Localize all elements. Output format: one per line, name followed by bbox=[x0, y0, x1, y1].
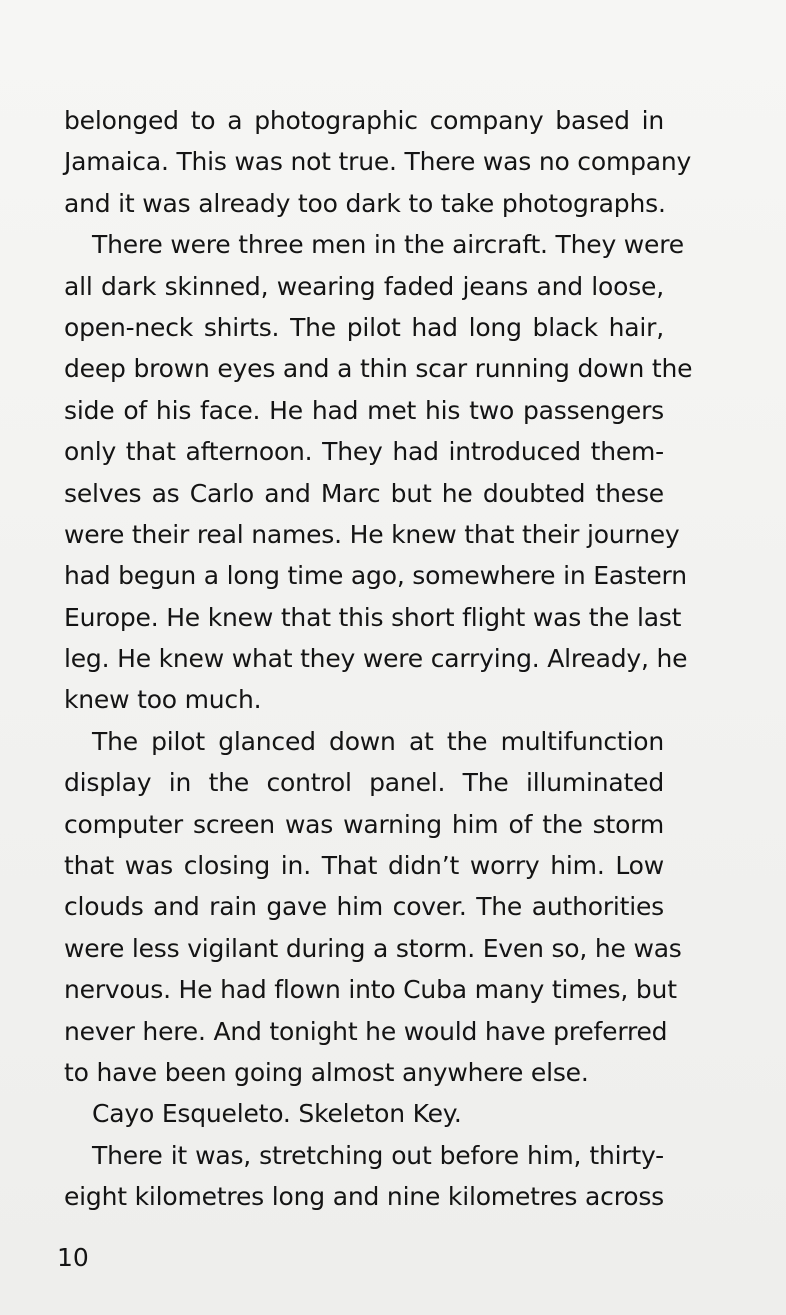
text-line: eight kilometres long and nine kilometres across bbox=[64, 1182, 664, 1212]
text-line: There were three men in the aircraft. They were bbox=[92, 230, 684, 260]
text-line: belonged to a photographic company based in bbox=[64, 106, 664, 135]
text-line: computer screen was warning him of the storm bbox=[64, 809, 664, 839]
text-line: were their real names. He knew that their journey bbox=[64, 519, 680, 549]
text-line: Cayo Esqueleto. Skeleton Key. bbox=[92, 1099, 462, 1129]
text-line: to have been going almost anywhere else. bbox=[64, 1057, 589, 1087]
text-line: side of his face. He had met his two passengers bbox=[64, 395, 664, 425]
text-line: There it was, stretching out before him, thirty- bbox=[92, 1140, 664, 1170]
text-line: clouds and rain gave him cover. The authorities bbox=[64, 892, 664, 922]
text-line: all dark skinned, wearing faded jeans and loose, bbox=[64, 271, 664, 301]
text-line: Jamaica. This was not true. There was no company bbox=[64, 147, 692, 177]
page-number: 10 bbox=[57, 1243, 89, 1272]
text-line: selves as Carlo and Marc but he doubted these bbox=[64, 478, 664, 508]
text-line: never here. And tonight he would have preferred bbox=[64, 1016, 668, 1046]
text-line: were less vigilant during a storm. Even so, he was bbox=[64, 933, 682, 963]
text-line: deep brown eyes and a thin scar running down the bbox=[64, 354, 693, 384]
text-line: nervous. He had flown into Cuba many times, but bbox=[64, 975, 677, 1005]
text-line: display in the control panel. The illuminated bbox=[64, 768, 664, 798]
text-line: knew too much. bbox=[64, 685, 262, 715]
text-line: open-neck shirts. The pilot had long black hair, bbox=[64, 312, 664, 342]
text-line: only that afternoon. They had introduced them- bbox=[64, 437, 664, 467]
text-line: that was closing in. That didn’t worry him. Low bbox=[64, 851, 664, 881]
body-text bbox=[64, 100, 693, 1218]
text-line: The pilot glanced down at the multifunction bbox=[92, 726, 664, 756]
text-line: and it was already too dark to take photographs. bbox=[64, 188, 666, 218]
text-line: leg. He knew what they were carrying. Already, he bbox=[64, 644, 688, 674]
text-line: Europe. He knew that this short flight was the last bbox=[64, 602, 682, 632]
text-line: had begun a long time ago, somewhere in Eastern bbox=[64, 561, 687, 591]
